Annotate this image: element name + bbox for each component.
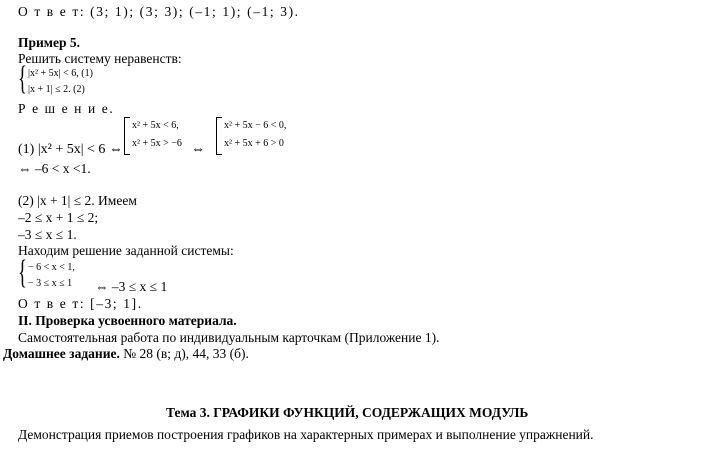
step2-line-2: –2 ≤ x + 1 ≤ 2;	[18, 210, 99, 225]
curly-brace-icon: {	[18, 254, 27, 291]
system-row: − 6 < x < 1,	[28, 262, 75, 273]
solution-label: Р е ш е н и е.	[18, 101, 115, 116]
system-row: − 3 ≤ x ≤ 1	[28, 278, 73, 289]
bracket-icon	[216, 117, 222, 155]
example-title: Пример 5.	[18, 35, 80, 50]
find-solution-text: Находим решение заданной системы:	[18, 243, 234, 258]
system-row: x² + 5x − 6 < 0,	[224, 120, 287, 131]
system-row: x² + 5x > −6	[132, 138, 182, 149]
step1-system-b	[216, 117, 306, 155]
homework-label: Домашнее задание.	[3, 346, 120, 361]
bracket-icon	[124, 117, 130, 155]
homework-text: № 28 (в; д), 44, 33 (б).	[119, 346, 249, 361]
step1-left: (1) |x² + 5x| < 6 ⇔	[18, 142, 123, 157]
system-row: x² + 5x + 6 > 0	[224, 138, 284, 149]
section2-text: Самостоятельная работа по индивидуальным карточкам (Приложение 1).	[18, 330, 440, 345]
answer-line-2: О т в е т: [–3; 1].	[18, 296, 143, 311]
step2-line-1: (2) |x + 1| ≤ 2. Имеем	[18, 193, 137, 208]
task-text: Решить систему неравенств:	[18, 51, 182, 66]
final-result: ⇔ –3 ≤ x ≤ 1	[95, 279, 168, 294]
step1-system-a	[124, 117, 194, 155]
topic-text: Демонстрация приемов построения графиков на характерных примерах и выполнение упражнений.	[18, 427, 594, 442]
equiv-arrow: ⇔	[191, 142, 205, 157]
section2-title: II. Проверка усвоенного материала.	[18, 313, 237, 328]
curly-brace-icon: {	[18, 60, 27, 97]
system-row: |x + 1| ≤ 2. (2)	[28, 84, 85, 95]
inequality-system-1	[18, 60, 128, 97]
homework-line	[3, 346, 249, 362]
system-row: |x² + 5x| < 6, (1)	[28, 68, 93, 79]
topic-title: Тема 3. ГРАФИКИ ФУНКЦИЙ, СОДЕРЖАЩИХ МОДУЛЬ	[166, 405, 529, 420]
system-row: x² + 5x < 6,	[132, 120, 179, 131]
step1-result: ⇔ –6 < x <1.	[18, 161, 91, 176]
step2-line-3: –3 ≤ x ≤ 1.	[18, 227, 77, 242]
answer-line-1: О т в е т: (3; 1); (3; 3); (–1; 1); (–1; 3).	[18, 4, 300, 19]
